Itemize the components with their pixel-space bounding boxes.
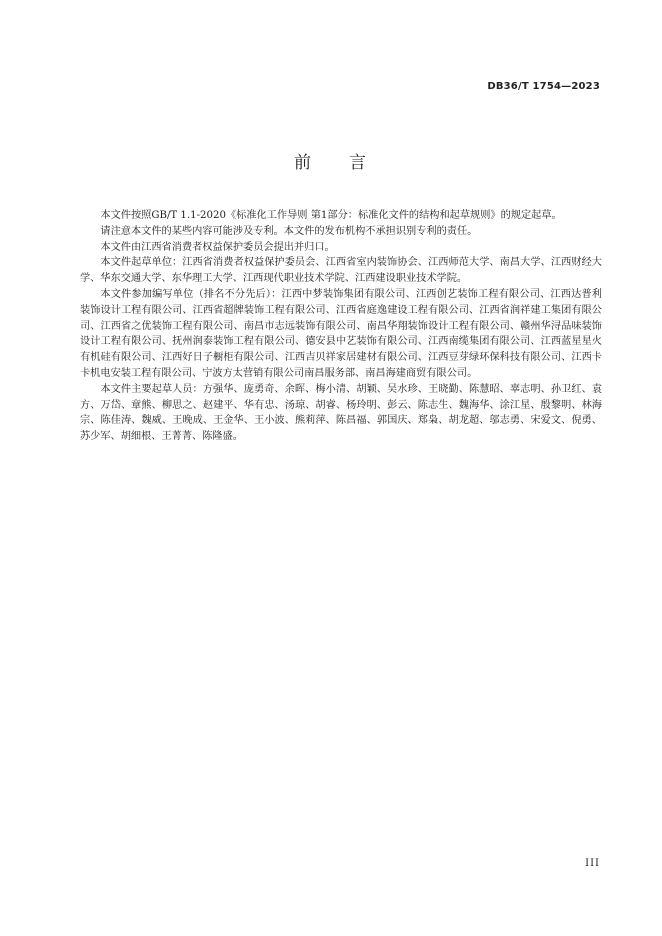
foreword-body [80, 208, 602, 445]
page-title-part-1: 前 [294, 153, 313, 173]
page-number: III [585, 858, 600, 869]
paragraph-drafting-units: 本文件起草单位：江西省消费者权益保护委员会、江西省室内装饰协会、江西师范大学、南昌大学、江西财经大学、华东交通大学、东华理工大学、江西现代职业技术学院、江西建设职业技术学院。 [80, 257, 602, 285]
document-code: DB36/T 1754—2023 [487, 81, 600, 92]
page-title [0, 148, 662, 173]
paragraph-standard-reference: 本文件按照GB/T 1.1-2020《标准化工作导则 第1部分：标准化文件的结构和起草规则》的规定起草。 [100, 210, 562, 221]
paragraph-patent-notice: 请注意本文件的某些内容可能涉及专利。本文件的发布机构不承担识别专利的责任。 [100, 225, 478, 237]
paragraph-participating-units: 本文件参加编写单位（排名不分先后）：江西中梦装饰集团有限公司、江西创艺装饰工程有限公司、江西达普利装饰设计工程有限公司、江西省超牌装饰工程有限公司、江西省庭逸建设工程有限公司、江西省润祥建工集团有限公司、江西省之优装饰工程有限公司、南昌市志远装饰有限公司、南昌华翔装饰设计工程有限公司、赣州华浔品味装饰设计工程有限公司、抚州润泰装饰工程有限公司、德安县中艺装饰有限公司、江西南缆集团有限公司、江西蓝星星火有机硅有限公司、江西好日子橱柜有限公司、江西吉贝祥家居建材有限公司、江西豆芽绿环保科技有限公司、江西卡卡机电安装工程有限公司、宁波方太营销有限公司南昌服务部、南昌海建商贸有限公司。 [80, 288, 602, 379]
page-title-part-2: 言 [349, 153, 368, 173]
paragraph-drafters: 本文件主要起草人员：方强华、庞勇奇、余晖、梅小清、胡颖、吴水珍、王晓勤、陈慧昭、辜志明、孙卫红、袁方、万岱、章熊、柳思之、赵建平、华有忠、汤琼、胡睿、杨玲明、彭云、陈志生、魏海华、涂江星、殷黎明、林海宗、陈佳涛、魏威、王晚成、王金华、王小波、熊莉萍、陈昌福、郭国庆、郑枭、胡龙超、邬志勇、宋爱文、倪勇、苏少军、胡细根、王菁菁、陈隆盛。 [80, 383, 602, 443]
paragraph-proposer: 本文件由江西省消费者权益保护委员会提出并归口。 [100, 241, 335, 253]
